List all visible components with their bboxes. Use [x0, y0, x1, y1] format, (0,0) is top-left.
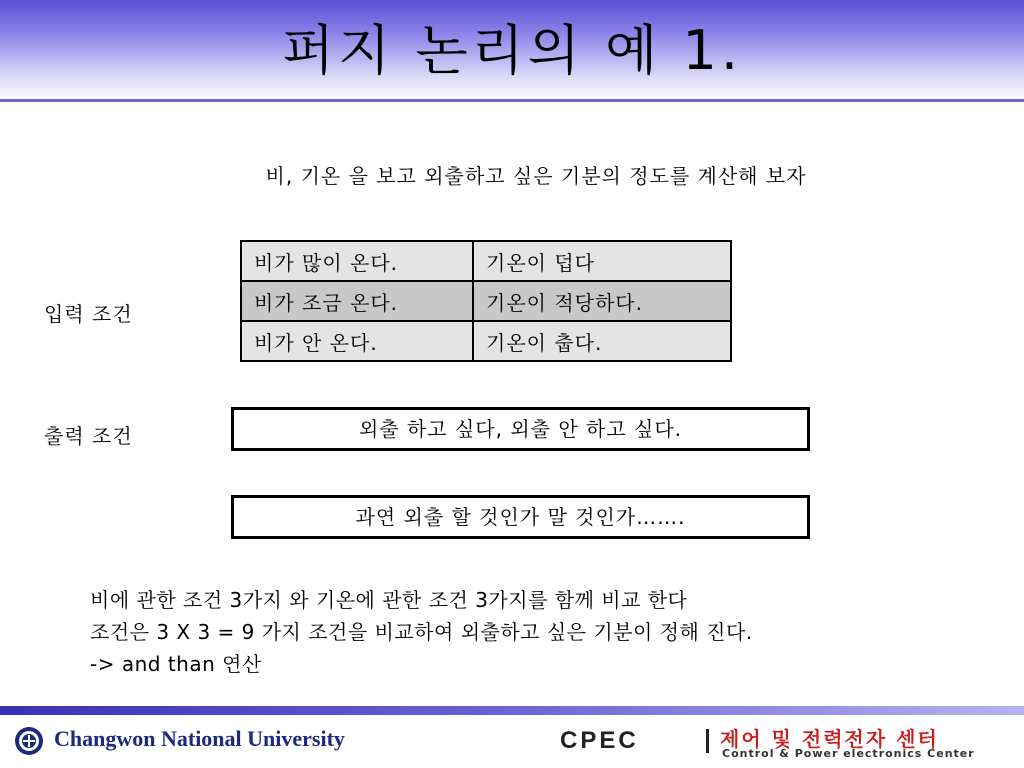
explanation-paragraph	[90, 584, 753, 680]
output-condition-label: 출력 조건	[44, 424, 133, 448]
table-cell: 비가 조금 온다.	[241, 281, 473, 321]
center-name-english: Control & Power electronics Center	[722, 747, 975, 760]
paragraph-line: 조건은 3 X 3 = 9 가지 조건을 비교하여 외출하고 싶은 기분이 정해 진다.	[90, 620, 753, 644]
table-cell: 기온이 적당하다.	[473, 281, 731, 321]
cpec-logo: CPEC	[560, 727, 639, 754]
paragraph-line: -> and than 연산	[90, 652, 262, 676]
slide-title: 퍼지 논리의 예 1.	[281, 19, 742, 82]
input-condition-label: 입력 조건	[44, 302, 133, 326]
table-cell: 비가 안 온다.	[241, 321, 473, 361]
university-name: Changwon National University	[54, 726, 345, 751]
question-box: 과연 외출 할 것인가 말 것인가…….	[231, 495, 810, 539]
input-condition-table	[240, 240, 732, 362]
slide-subtitle: 비, 기온 을 보고 외출하고 싶은 기분의 정도를 계산해 보자	[265, 164, 807, 188]
output-condition-box: 외출 하고 싶다, 외출 안 하고 싶다.	[231, 407, 810, 451]
table-cell: 기온이 춥다.	[473, 321, 731, 361]
table-row	[241, 281, 731, 321]
center-name: 제어 및 전력전자 센터	[720, 727, 939, 751]
table-cell: 기온이 덥다	[473, 241, 731, 281]
table-row	[241, 241, 731, 281]
table-cell: 비가 많이 온다.	[241, 241, 473, 281]
footer-band	[0, 706, 1024, 715]
title-divider	[0, 99, 1024, 102]
table-row	[241, 321, 731, 361]
footer	[0, 715, 1024, 768]
logo-separator	[706, 729, 709, 753]
university-emblem-icon	[14, 726, 44, 756]
paragraph-line: 비에 관한 조건 3가지 와 기온에 관한 조건 3가지를 함께 비교 한다	[90, 588, 688, 612]
